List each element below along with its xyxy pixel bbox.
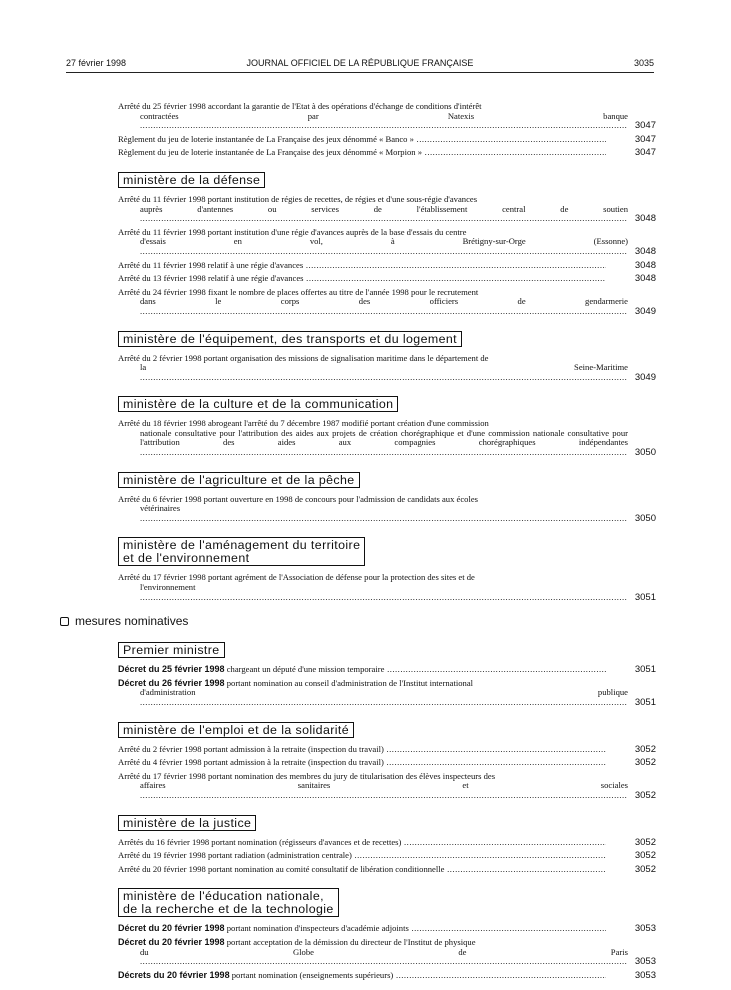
ministry-heading-line: de la recherche et de la technologie <box>123 902 334 917</box>
entry-title: Arrêté du 13 février 1998 relatif à une régie d'avances ..... <box>118 274 606 283</box>
entry-page-number: 3053 <box>634 923 656 935</box>
entry-page-number: 3047 <box>634 120 656 132</box>
ministry-section <box>118 102 656 158</box>
entry-first-line <box>118 665 606 675</box>
ministry-section <box>118 878 656 980</box>
page-header <box>66 58 654 72</box>
entry-continuation-text: d'administration publique ..... <box>140 688 628 707</box>
entry-text <box>118 924 606 934</box>
toc-entry <box>118 135 656 145</box>
ministry-heading-line: ministère de l'agriculture et de la pêche <box>123 472 355 487</box>
ministry-heading <box>118 642 225 658</box>
entry-first-line <box>118 772 606 782</box>
entry-first-line <box>118 288 606 298</box>
toc-entry <box>118 573 656 602</box>
entry-first-line <box>118 419 606 429</box>
entry-bold-title: Décrets du 20 février 1998 <box>118 970 230 980</box>
ministry-section <box>118 462 656 524</box>
ministry-section <box>118 632 656 707</box>
entry-page-number: 3049 <box>634 305 656 317</box>
entry-title: chargeant un député d'une mission temporaire ..... <box>225 665 606 674</box>
ministry-heading-line: Premier ministre <box>123 643 220 658</box>
entry-text <box>118 573 606 602</box>
entry-page-number: 3051 <box>634 664 656 676</box>
entry-text <box>118 135 606 145</box>
entry-page-number: 3052 <box>634 789 656 801</box>
entry-first-line <box>118 679 606 689</box>
entry-page-number: 3048 <box>634 259 656 271</box>
nominatives-heading <box>60 614 188 628</box>
entry-title: Arrêté du 18 février 1998 abrogeant l'arrêté du 7 décembre 1987 modifié portant création d'une commission <box>118 418 489 429</box>
entry-first-line <box>118 924 606 934</box>
nominatives-label: mesures nominatives <box>75 614 189 629</box>
header-title: JOURNAL OFFICIEL DE LA RÉPUBLIQUE FRANÇAISE <box>246 58 474 68</box>
entry-title: Arrêtés du 16 février 1998 portant nomination (régisseurs d'avances et de recettes) ..... <box>118 838 606 847</box>
toc-entry <box>118 495 656 524</box>
entry-title: Arrêté du 11 février 1998 portant institution de régies de recettes, de régies et d'une sous-régie d'avances <box>118 193 478 204</box>
toc-entry <box>118 102 656 131</box>
toc-entry <box>118 758 656 768</box>
entry-bold-title: Décret du 26 février 1998 <box>118 677 225 688</box>
toc-entry <box>118 838 656 848</box>
entry-page-number: 3048 <box>634 213 656 225</box>
entry-title: Règlement du jeu de loterie instantanée de La Française des jeux dénommé « Morpion » ..... <box>118 148 606 157</box>
ministry-heading-line: ministère de l'emploi et de la solidarité <box>123 722 350 737</box>
ministry-section <box>118 527 656 602</box>
entry-continuation <box>118 583 628 602</box>
toc-entry <box>118 228 656 257</box>
toc-entry <box>118 938 656 967</box>
entry-continuation-text: l'environnement ..... <box>140 583 627 602</box>
entry-text <box>118 148 606 158</box>
toc-entry <box>118 851 656 861</box>
toc-entry <box>118 924 656 934</box>
ministry-heading-line: ministère de la culture et de la communication <box>123 397 394 412</box>
entry-text <box>118 665 606 675</box>
entry-first-line <box>118 102 606 112</box>
ministry-heading-line: ministère de la justice <box>123 815 252 830</box>
ministry-heading-line: ministère de l'éducation nationale, <box>123 889 324 904</box>
entry-title: Arrêté du 25 février 1998 accordant la garantie de l'Etat à des opérations d'échange de conditions d'intérêt <box>118 101 482 111</box>
entry-first-line <box>118 971 606 981</box>
entry-title: Arrêté du 6 février 1998 portant ouverture en 1998 de concours pour l'admission de candidats aux écoles <box>118 493 478 504</box>
toc-entry <box>118 971 656 981</box>
entry-page-number: 3050 <box>634 447 656 459</box>
ministry-heading <box>118 815 256 831</box>
entry-continuation <box>118 205 628 224</box>
entry-text <box>118 193 628 224</box>
entry-first-line <box>118 745 606 755</box>
entry-first-line <box>118 573 606 583</box>
entry-first-line <box>118 195 606 205</box>
entry-page-number: 3053 <box>634 969 656 981</box>
toc-entry <box>118 419 656 457</box>
entry-text <box>118 495 606 524</box>
entry-text <box>118 418 628 457</box>
entry-title: Arrêté du 11 février 1998 portant institution d'une régie d'avances auprès de la base d'essais du centre <box>118 226 467 237</box>
entry-first-line <box>118 938 606 948</box>
entry-title: portant nomination (enseignements supérieurs) ..... <box>230 971 606 980</box>
toc-entry <box>118 865 656 875</box>
ministry-heading <box>118 172 265 188</box>
toc-entry <box>118 679 656 708</box>
entry-continuation-text: affaires sanitaires et sociales ..... <box>140 781 628 800</box>
entry-continuation-text: la Seine-Maritime ..... <box>140 363 628 382</box>
ministry-section <box>118 805 656 875</box>
toc-entry <box>118 745 656 755</box>
entry-text <box>118 971 606 981</box>
entry-text <box>118 838 606 848</box>
header-page-number: 3035 <box>633 58 654 68</box>
entry-page-number: 3049 <box>634 371 656 383</box>
entry-continuation <box>118 429 628 458</box>
entry-first-line <box>118 228 606 238</box>
entry-title: Arrêté du 4 février 1998 portant admission à la retraite (inspection du travail) ..... <box>118 758 606 767</box>
entry-continuation <box>118 948 628 967</box>
entry-text <box>118 758 606 768</box>
entry-first-line <box>118 851 606 861</box>
entry-text <box>118 865 606 875</box>
toc-entry <box>118 665 656 675</box>
entry-page-number: 3047 <box>634 147 656 159</box>
entry-first-line <box>118 274 606 284</box>
ministry-heading <box>118 331 462 347</box>
ministry-section <box>118 712 656 801</box>
entry-first-line <box>118 495 606 505</box>
ministry-heading-line: ministère de l'aménagement du territoire <box>123 538 361 553</box>
entry-first-line <box>118 838 606 848</box>
entry-first-line <box>118 354 606 364</box>
entry-text <box>118 770 628 801</box>
entry-title: Arrêté du 11 février 1998 relatif à une régie d'avances ..... <box>118 261 606 270</box>
toc-entry <box>118 772 656 801</box>
entry-page-number: 3052 <box>634 743 656 755</box>
ministry-section <box>118 321 656 383</box>
ministry-heading <box>118 396 398 412</box>
entry-title: portant acceptation de la démission du directeur de l'Institut de physique <box>224 936 476 947</box>
entry-continuation <box>118 297 628 316</box>
entry-bold-title: Décret du 20 février 1998 <box>118 936 225 947</box>
entry-title: Arrêté du 19 février 1998 portant radiation (administration centrale) ..... <box>118 851 606 860</box>
entry-continuation <box>118 504 628 523</box>
entry-text <box>118 101 628 131</box>
entry-continuation <box>118 237 628 256</box>
entry-page-number: 3051 <box>634 591 656 603</box>
toc-entry <box>118 274 656 284</box>
entry-continuation <box>118 363 628 382</box>
entry-continuation <box>118 688 628 707</box>
entry-continuation <box>118 112 628 131</box>
entry-continuation-text: contractées par Natexis banque ..... <box>140 112 628 131</box>
entry-continuation <box>118 781 628 800</box>
ministry-heading <box>118 722 354 738</box>
toc-entry <box>118 354 656 383</box>
header-date: 27 février 1998 <box>66 58 127 68</box>
toc-entry <box>118 195 656 224</box>
nominatives-heading-row <box>75 606 656 632</box>
entry-title: Arrêté du 17 février 1998 portant nomination des membres du jury de titularisation des élèves inspecteurs des <box>118 770 496 781</box>
entry-page-number: 3048 <box>634 245 656 257</box>
entry-page-number: 3047 <box>634 133 656 145</box>
entry-first-line <box>118 261 606 271</box>
entry-bold-title: Décret du 20 février 1998 <box>118 924 225 934</box>
entry-page-number: 3053 <box>634 956 656 968</box>
toc-entry <box>118 148 656 158</box>
entry-title: Arrêté du 2 février 1998 portant organisation des missions de signalisation maritime dans le département de <box>118 352 489 363</box>
ministry-heading <box>118 537 365 566</box>
ministry-heading-line: ministère de la défense <box>123 172 261 187</box>
entry-first-line <box>118 758 606 768</box>
entry-first-line <box>118 865 606 875</box>
header-rule <box>66 72 654 73</box>
entry-text <box>118 677 628 708</box>
entry-text <box>118 851 606 861</box>
entry-continuation-text: d'essais en vol, à Brétigny-sur-Orge (Essonne) ..... <box>140 237 628 256</box>
entry-first-line <box>118 148 606 158</box>
entry-page-number: 3051 <box>634 697 656 708</box>
entry-text <box>118 936 628 967</box>
entry-continuation-text: nationale consultative pour l'attribution des aides aux projets de création chorégraphique et d'une commission nationale consultative pour l'attribution des aides aux compagnies chorégraphiques indépendantes ..... <box>140 429 628 457</box>
entry-continuation-text: auprès d'antennes ou services de l'établissement central de soutien ..... <box>140 205 628 224</box>
entry-text <box>118 352 628 383</box>
ministry-section <box>118 162 656 317</box>
entry-continuation-text: du Globe de Paris ..... <box>140 948 628 967</box>
entry-title: Arrêté du 2 février 1998 portant admission à la retraite (inspection du travail) ..... <box>118 745 606 754</box>
entry-bold-title: Décret du 25 février 1998 <box>118 665 225 675</box>
entry-text <box>118 261 606 271</box>
entry-title: Arrêté du 20 février 1998 portant nomination au comité consultatif de libération conditionnelle ..... <box>118 865 606 874</box>
checkbox-square-icon <box>60 617 69 626</box>
toc-entry <box>118 261 656 271</box>
ministry-heading <box>118 472 360 488</box>
entry-page-number: 3052 <box>634 757 656 769</box>
ministry-heading-line: et de l'environnement <box>123 551 250 566</box>
entry-page-number: 3050 <box>634 512 656 524</box>
entry-continuation-text: dans le corps des officiers de gendarmerie ..... <box>140 297 628 316</box>
entry-text <box>118 274 606 284</box>
entry-text <box>118 226 628 257</box>
entry-first-line <box>118 135 606 145</box>
entry-page-number: 3052 <box>634 850 656 862</box>
ministry-heading <box>118 888 339 917</box>
entry-title: portant nomination d'inspecteurs d'académie adjoints ..... <box>225 924 606 933</box>
entry-title: portant nomination au conseil d'administration de l'Institut international <box>224 677 474 688</box>
entry-title: Arrêté du 17 février 1998 portant agrément de l'Association de défense pour la protection des sites et de <box>118 572 475 583</box>
ministry-heading-line: ministère de l'équipement, des transports et du logement <box>123 331 458 346</box>
entry-text <box>118 286 628 317</box>
entry-page-number: 3052 <box>634 836 656 848</box>
ministry-section <box>118 386 656 457</box>
table-of-contents <box>75 101 656 984</box>
entry-continuation-text: vétérinaires ..... <box>140 504 627 523</box>
toc-entry <box>118 288 656 317</box>
entry-title: Arrêté du 24 février 1998 fixant le nombre de places offertes au titre de l'année 1998 pour le recrutement <box>118 286 479 297</box>
entry-page-number: 3048 <box>634 273 656 285</box>
entry-title: Règlement du jeu de loterie instantanée de La Française des jeux dénommé « Banco » ..... <box>118 135 606 144</box>
entry-page-number: 3052 <box>634 863 656 875</box>
entry-text <box>118 745 606 755</box>
